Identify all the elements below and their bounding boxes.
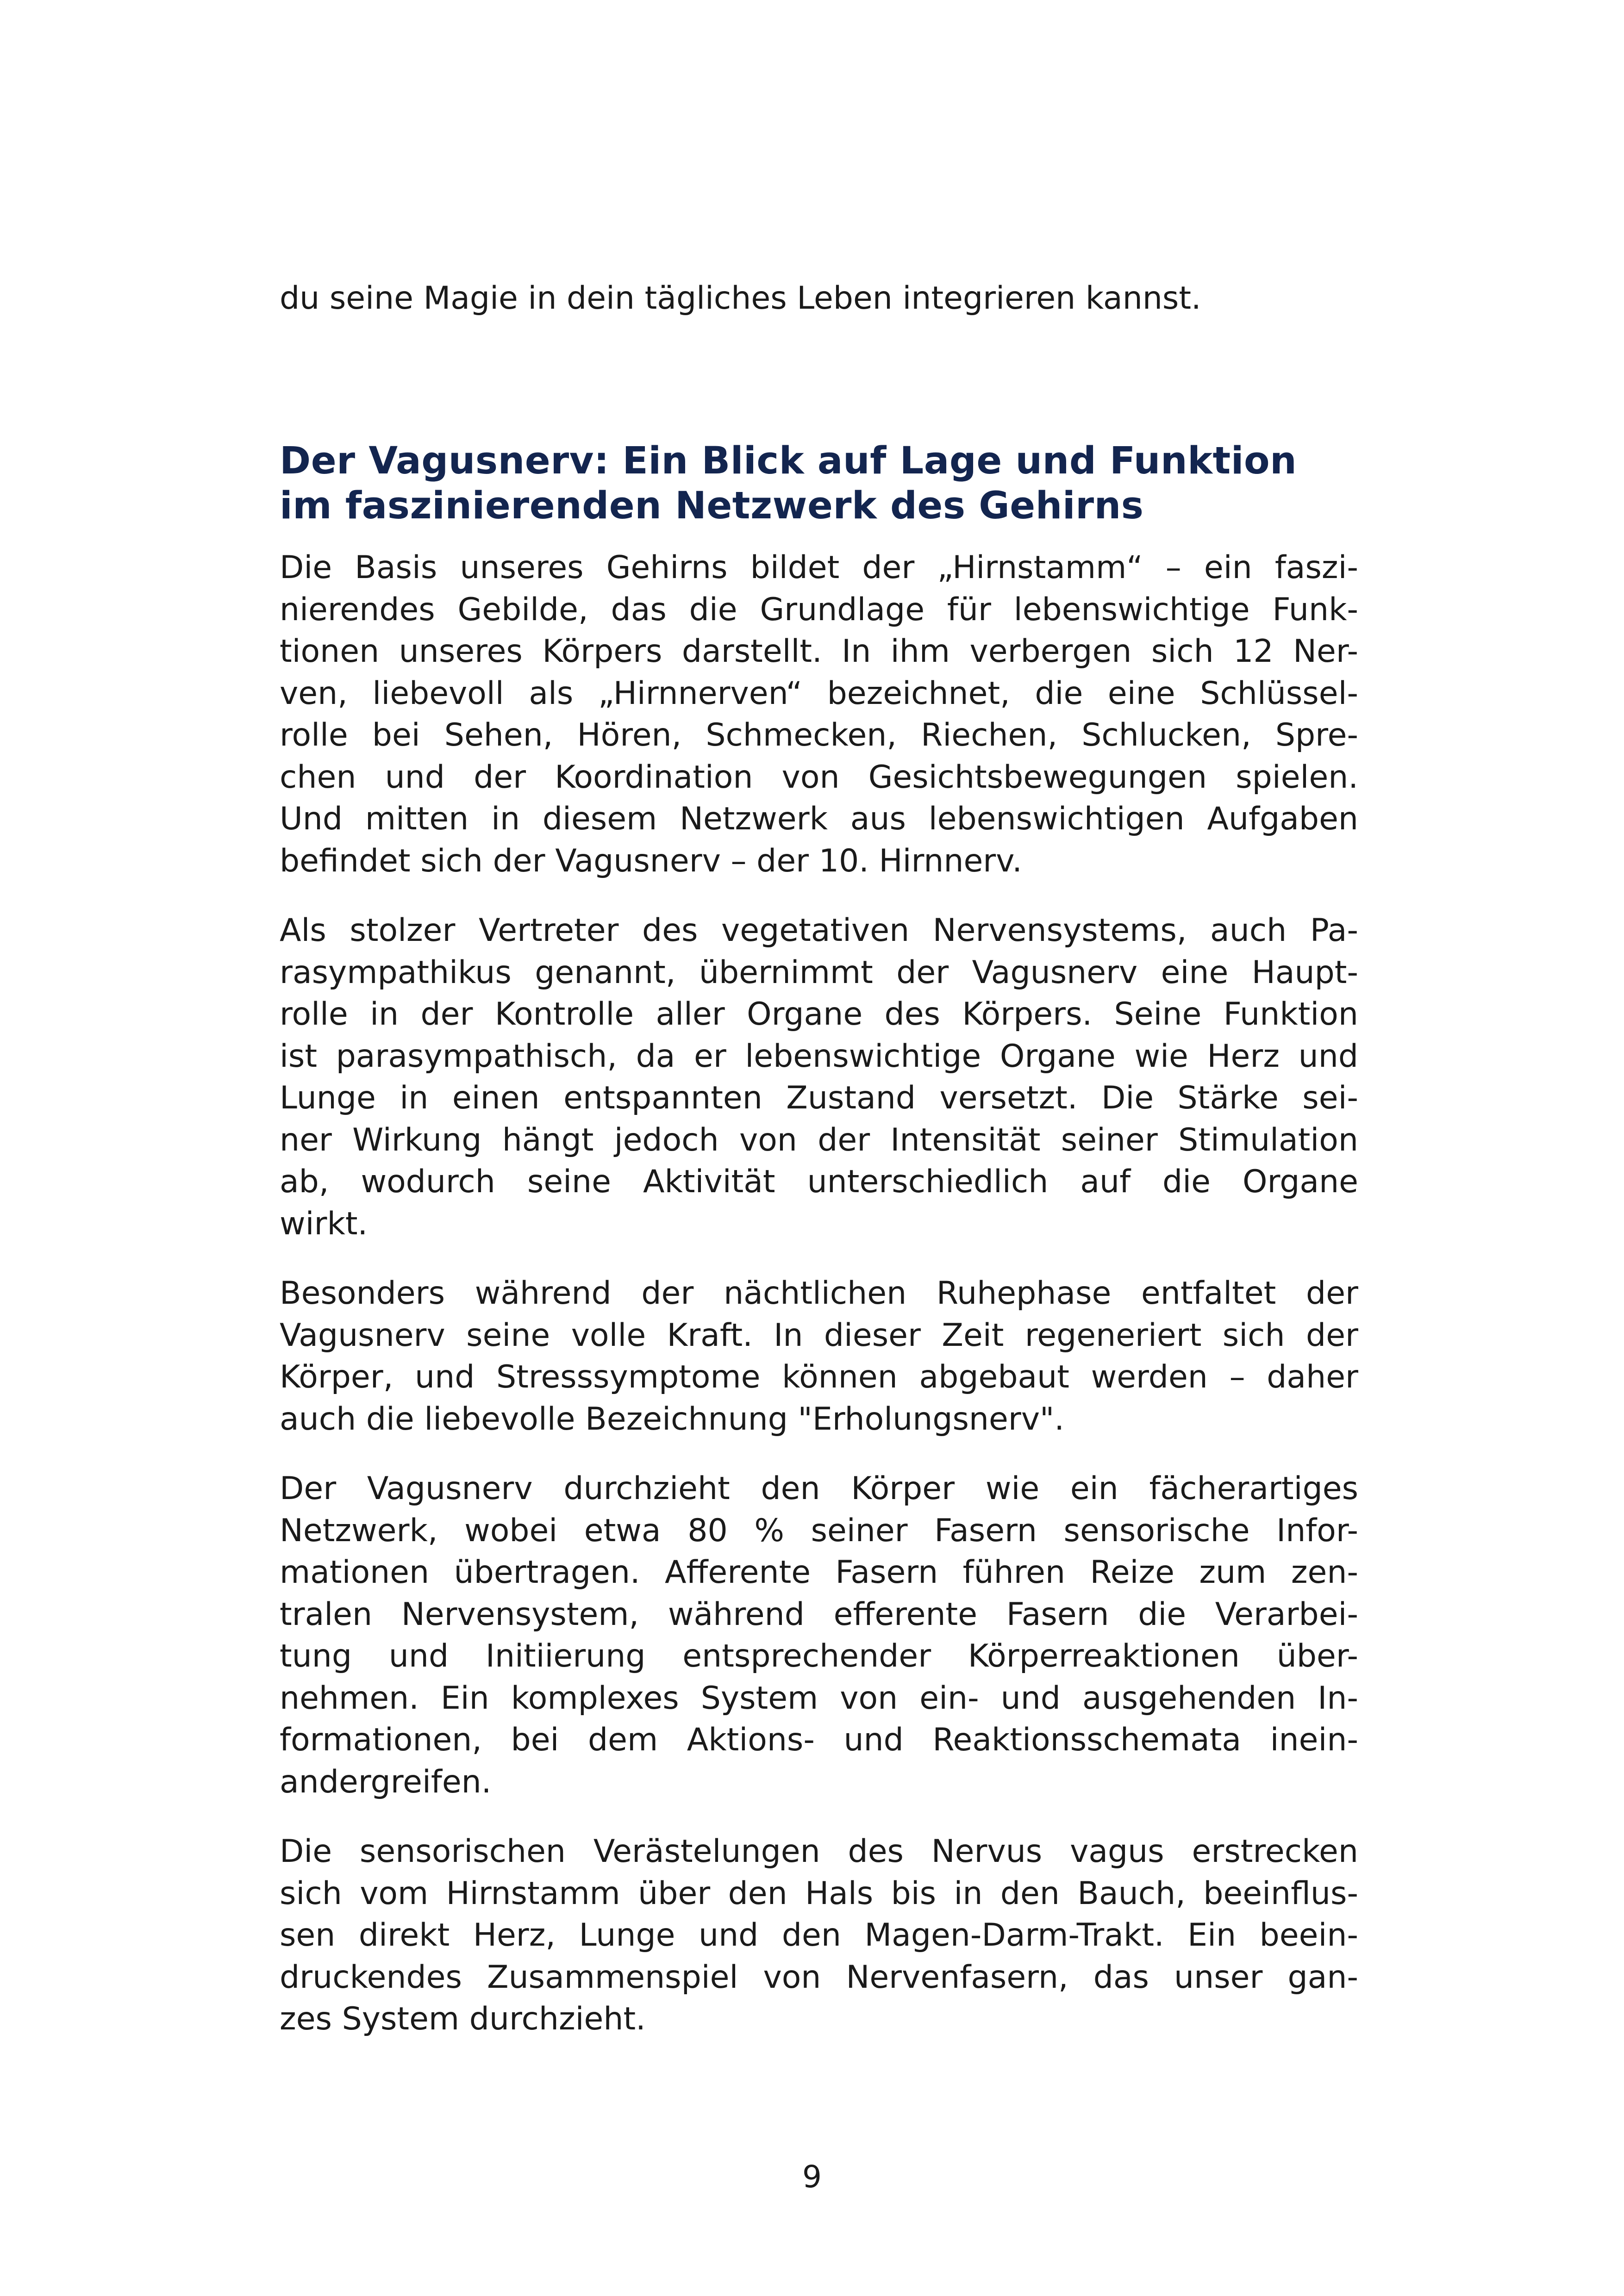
text-line: nehmen. Ein komplexes System von ein- und ausgehenden In- <box>280 1680 1358 1717</box>
text-line: wirkt. <box>280 1205 368 1242</box>
page-number: 9 <box>802 2159 822 2195</box>
text-line: tung und Initiierung entsprechender Körperreaktionen über- <box>280 1638 1358 1674</box>
text-line: sich vom Hirnstamm über den Hals bis in den Bauch, beeinflus- <box>280 1875 1358 1912</box>
text-line: befindet sich der Vagusnerv – der 10. Hirnnerv. <box>280 842 1022 879</box>
text-line: Als stolzer Vertreter des vegetativen Nervensystems, auch Pa- <box>280 912 1358 949</box>
body-text <box>280 547 1358 2041</box>
text-line: rolle bei Sehen, Hören, Schmecken, Riechen, Schlucken, Spre- <box>280 717 1358 753</box>
text-line: Die Basis unseres Gehirns bildet der „Hirnstamm“ – ein faszi- <box>280 549 1358 586</box>
section-heading-line-1: Der Vagusnerv: Ein Blick auf Lage und Funktion <box>280 439 1297 483</box>
text-line: tionen unseres Körpers darstellt. In ihm verbergen sich 12 Ner- <box>280 633 1358 670</box>
paragraph-2 <box>280 910 1358 1245</box>
page-content <box>280 278 1358 2068</box>
text-line: ab, wodurch seine Aktivität unterschiedlich auf die Organe <box>280 1164 1358 1200</box>
paragraph-4 <box>280 1468 1358 1803</box>
text-line: rasympathikus genannt, übernimmt der Vagusnerv eine Haupt- <box>280 954 1358 991</box>
text-line: chen und der Koordination von Gesichtsbewegungen spielen. <box>280 759 1358 796</box>
text-line: Der Vagusnerv durchzieht den Körper wie ein fächerartiges <box>280 1470 1358 1507</box>
paragraph-5 <box>280 1831 1358 2041</box>
text-line: Körper, und Stresssymptome können abgebaut werden – daher <box>280 1359 1358 1395</box>
text-line: Die sensorischen Verästelungen des Nervus vagus erstrecken <box>280 1833 1358 1870</box>
text-line: tralen Nervensystem, während efferente Fasern die Verarbei- <box>280 1596 1358 1633</box>
text-line: Vagusnerv seine volle Kraft. In dieser Zeit regeneriert sich der <box>280 1317 1358 1354</box>
section-heading <box>280 439 1358 529</box>
text-line: zes System durchzieht. <box>280 2001 646 2037</box>
section-heading-line-2: im faszinierenden Netzwerk des Gehirns <box>280 484 1144 528</box>
text-line: mationen übertragen. Afferente Fasern führen Reize zum zen- <box>280 1554 1358 1591</box>
text-line: sen direkt Herz, Lunge und den Magen-Darm-Trakt. Ein beein- <box>280 1917 1358 1954</box>
text-line: ist parasympathisch, da er lebenswichtige Organe wie Herz und <box>280 1038 1358 1075</box>
text-line: ven, liebevoll als „Hirnnerven“ bezeichnet, die eine Schlüssel- <box>280 675 1358 712</box>
text-line: auch die liebevolle Bezeichnung "Erholungsnerv". <box>280 1400 1064 1437</box>
text-line: Und mitten in diesem Netzwerk aus lebenswichtigen Aufgaben <box>280 801 1358 837</box>
text-line: nierendes Gebilde, das die Grundlage für lebenswichtige Funk- <box>280 591 1358 628</box>
paragraph-1 <box>280 547 1358 882</box>
text-line: Lunge in einen entspannten Zustand versetzt. Die Stärke sei- <box>280 1080 1358 1116</box>
text-line: formationen, bei dem Aktions- und Reaktionsschemata inein- <box>280 1722 1358 1758</box>
paragraph-3 <box>280 1273 1358 1440</box>
lead-text-line: du seine Magie in dein tägliches Leben integrieren kannst. <box>280 280 1201 317</box>
text-line: druckendes Zusammenspiel von Nervenfasern, das unser gan- <box>280 1959 1358 1996</box>
text-line: ner Wirkung hängt jedoch von der Intensität seiner Stimulation <box>280 1121 1358 1158</box>
text-line: Besonders während der nächtlichen Ruhephase entfaltet der <box>280 1275 1358 1312</box>
text-line: andergreifen. <box>280 1763 492 1800</box>
text-line: rolle in der Kontrolle aller Organe des Körpers. Seine Funktion <box>280 996 1358 1033</box>
text-line: Netzwerk, wobei etwa 80 % seiner Fasern sensorische Infor- <box>280 1512 1358 1549</box>
